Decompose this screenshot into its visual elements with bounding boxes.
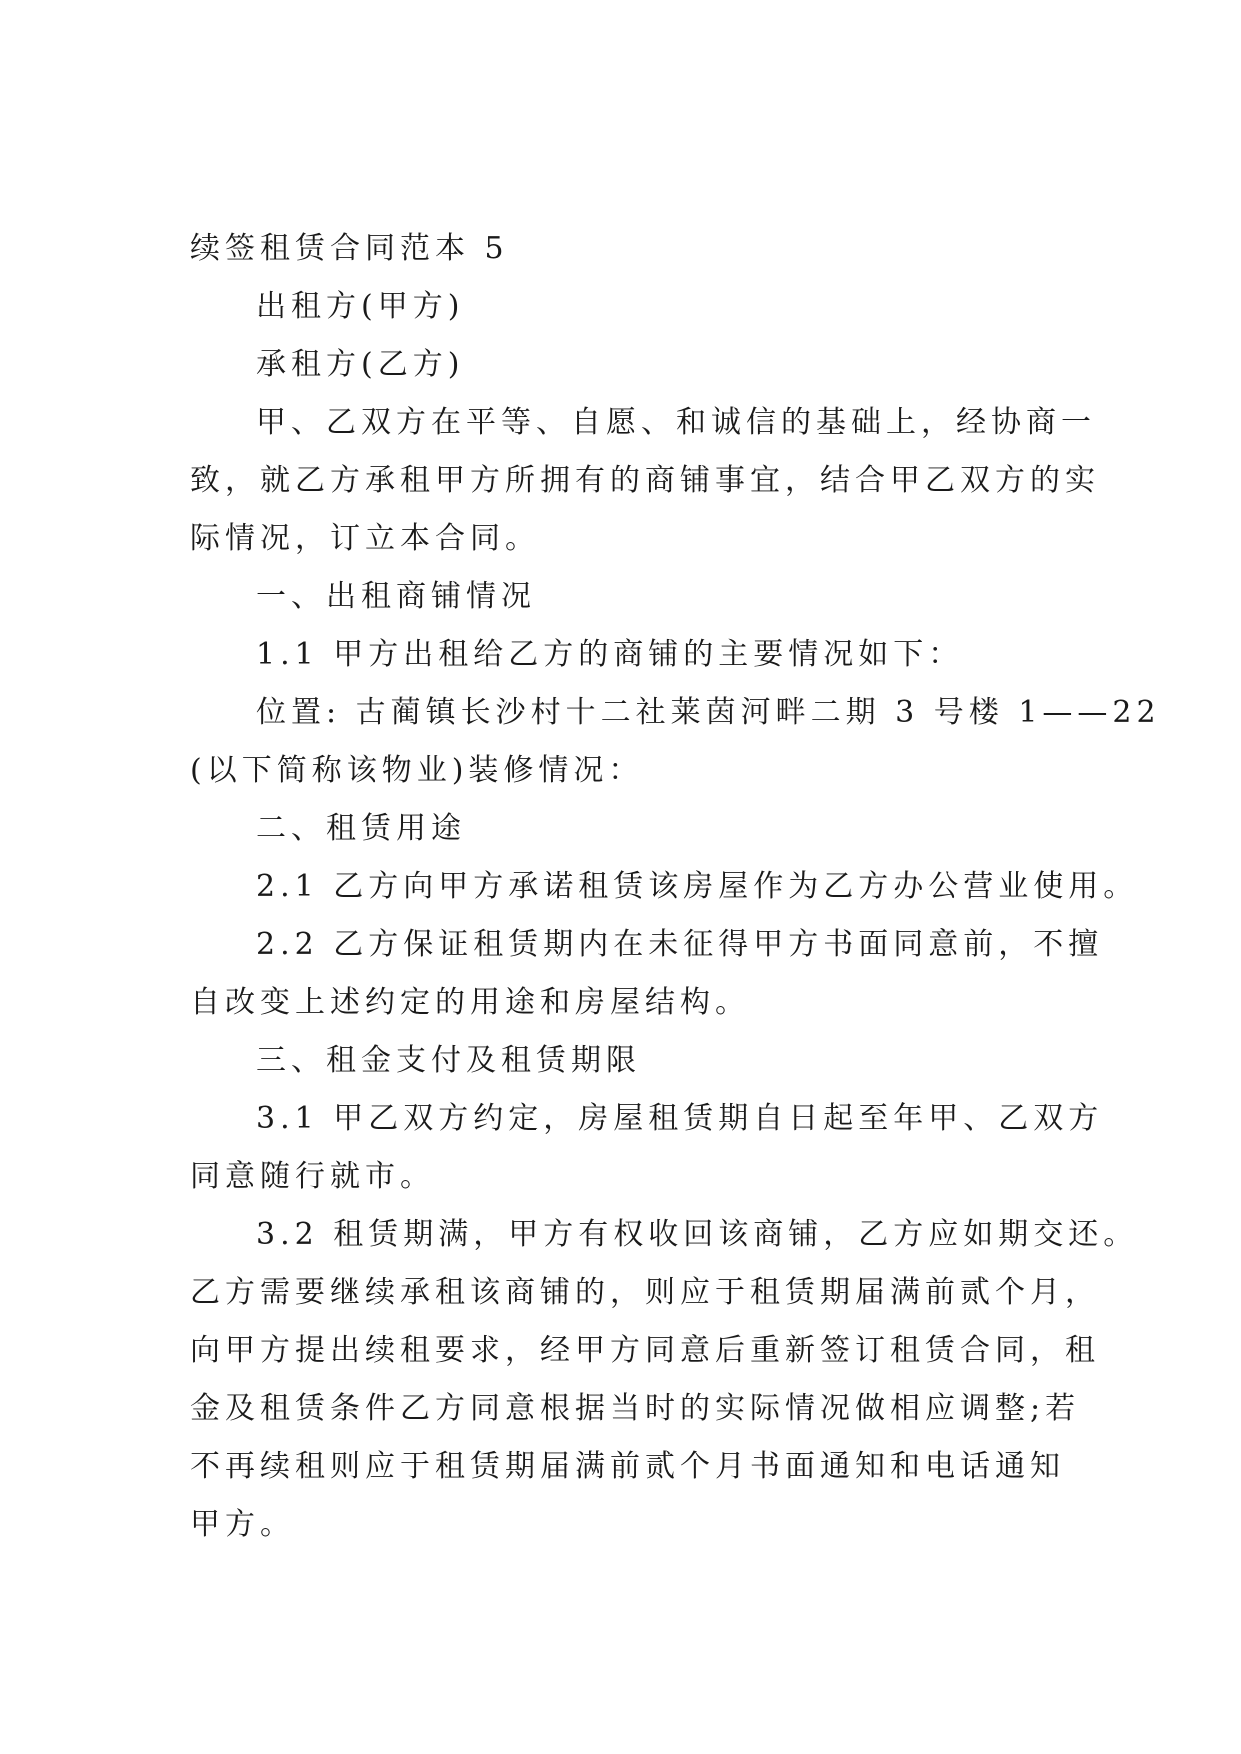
paragraph-line: 致，就乙方承租甲方所拥有的商铺事宜，结合甲乙双方的实 (190, 463, 1100, 498)
paragraph-line: 自改变上述约定的用途和房屋结构。 (190, 985, 750, 1020)
paragraph-line: 乙方需要继续承租该商铺的，则应于租赁期届满前贰个月， (190, 1275, 1100, 1310)
paragraph-line: (以下简称该物业)装修情况： (190, 753, 644, 788)
section-heading: 一、出租商铺情况 (256, 579, 536, 614)
paragraph-line: 甲方。 (190, 1507, 295, 1542)
section-heading: 二、租赁用途 (256, 811, 466, 846)
paragraph-line: 出租方(甲方) (256, 289, 465, 324)
paragraph-line: 1.1 甲方出租给乙方的商铺的主要情况如下： (256, 637, 964, 672)
paragraph-line: 承租方(乙方) (256, 347, 465, 382)
paragraph-line: 向甲方提出续租要求，经甲方同意后重新签订租赁合同，租 (190, 1333, 1100, 1368)
paragraph-line: 3.1 甲乙双方约定，房屋租赁期自日起至年甲、乙双方 (256, 1101, 1104, 1136)
document-body (190, 278, 1161, 1554)
paragraph-line: 金及租赁条件乙方同意根据当时的实际情况做相应调整;若 (190, 1391, 1081, 1426)
paragraph-line: 不再续租则应于租赁期届满前贰个月书面通知和电话通知 (190, 1449, 1065, 1484)
paragraph-line: 3.2 租赁期满，甲方有权收回该商铺，乙方应如期交还。 (256, 1217, 1139, 1252)
section-heading: 三、租金支付及租赁期限 (256, 1043, 641, 1078)
paragraph-line: 同意随行就市。 (190, 1159, 435, 1194)
paragraph-line: 位置: 古蔺镇长沙村十二社莱茵河畔二期 3 号楼 1——22 (256, 695, 1161, 730)
paragraph-line: 2.1 乙方向甲方承诺租赁该房屋作为乙方办公营业使用。 (256, 869, 1139, 904)
paragraph-line: 际情况，订立本合同。 (190, 521, 540, 556)
document-title: 续签租赁合同范本 5 (190, 231, 509, 266)
document-page (190, 220, 1161, 1554)
paragraph-line: 甲、乙双方在平等、自愿、和诚信的基础上，经协商一 (256, 405, 1096, 440)
paragraph-line: 2.2 乙方保证租赁期内在未征得甲方书面同意前，不擅 (256, 927, 1104, 962)
